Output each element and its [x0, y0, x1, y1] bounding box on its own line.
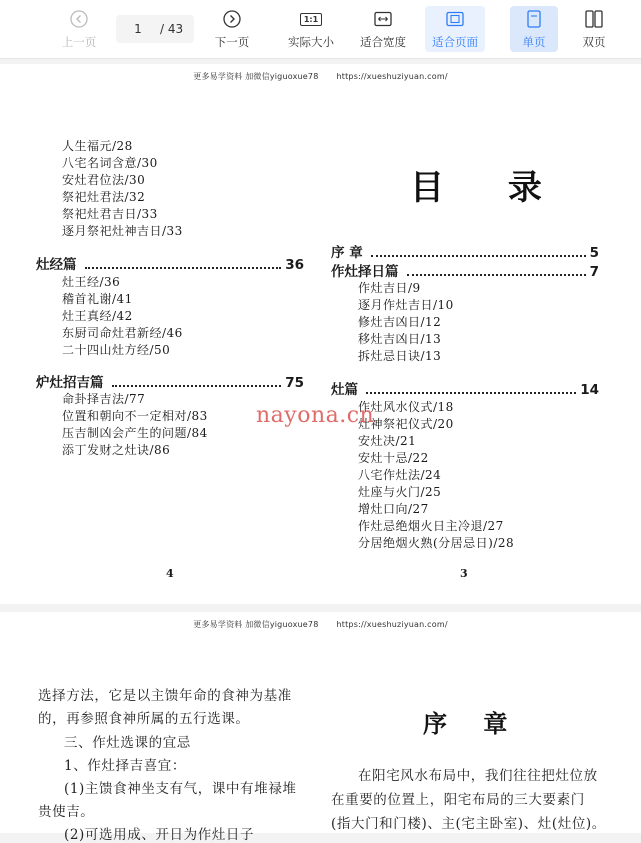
- text-line: (指大门和门楼)、主(宅主卧室)、灶(灶位)。: [331, 816, 606, 832]
- toc-item[interactable]: 位置和朝向不一定相对/83: [62, 409, 208, 423]
- single-page-icon: [527, 8, 541, 30]
- toc-item[interactable]: 增灶口向/27: [358, 502, 429, 516]
- toc-item[interactable]: 人生福元/28: [62, 139, 133, 153]
- fit-width-icon: [374, 8, 392, 30]
- fit-page-icon: [446, 8, 464, 30]
- fit-page-label: 适合页面: [432, 35, 478, 49]
- toc-item[interactable]: 二十四山灶方经/50: [62, 343, 171, 357]
- toc-item[interactable]: 分居绝烟火熟(分居忌日)/28: [358, 536, 515, 550]
- double-page-label: 双页: [582, 35, 606, 49]
- actual-size-icon: 1:1: [300, 8, 322, 30]
- prev-page-label: 上一页: [61, 35, 97, 49]
- toc-section[interactable]: 炉灶招吉篇 75: [36, 375, 304, 391]
- toc-item[interactable]: 命卦择吉法/77: [62, 392, 146, 406]
- text-line: 1、作灶择吉喜宜：: [64, 758, 186, 774]
- text-line: 在重要的位置上，阳宅布局的三大要素门: [331, 792, 585, 808]
- toc-item[interactable]: 灶王真经/42: [62, 309, 133, 323]
- toc-section[interactable]: 灶篇 14: [331, 382, 599, 398]
- next-page-label: 下一页: [214, 35, 250, 49]
- toc-item[interactable]: 安灶君位法/30: [62, 173, 146, 187]
- text-line: 在阳宅风水布局中，我们往往把灶位放: [358, 768, 598, 784]
- page-number: 3: [460, 567, 468, 580]
- next-page-button[interactable]: [209, 6, 255, 52]
- text-line: 三、作灶选课的宜忌: [64, 735, 191, 751]
- toc-item[interactable]: 作灶风水仪式/18: [358, 400, 454, 414]
- toc-item[interactable]: 修灶吉凶日/12: [358, 315, 442, 329]
- toc-title: 目 录: [410, 168, 568, 208]
- double-page-icon: [585, 8, 603, 30]
- toc-section[interactable]: 序 章 5: [331, 245, 599, 261]
- chevron-left-circle-icon: [70, 8, 88, 30]
- toc-item[interactable]: 八宅名词含意/30: [62, 156, 158, 170]
- toc-section[interactable]: 作灶择日篇 7: [331, 264, 599, 280]
- double-page-button[interactable]: [572, 6, 616, 52]
- fit-page-button[interactable]: [425, 6, 485, 52]
- single-page-button[interactable]: [510, 6, 558, 52]
- text-line: 贵使吉。: [38, 804, 95, 820]
- toc-item[interactable]: 压吉制凶会产生的问题/84: [62, 426, 208, 440]
- page-header: 更多易学资料 加微信yiguoxue78 https://xueshuziyuan.com/: [193, 72, 448, 81]
- viewer-toolbar: [0, 0, 641, 59]
- toc-item[interactable]: 作灶忌绝烟火日主冷退/27: [358, 519, 504, 533]
- toc-item[interactable]: 逐月祭祀灶神吉日/33: [62, 224, 183, 238]
- text-line: 选择方法，它是以主馈年命的食神为基准: [38, 688, 292, 704]
- text-line: (1)主馈食神坐支有气，课中有堆禄堆: [64, 781, 297, 797]
- chevron-right-circle-icon: [223, 8, 241, 30]
- toc-item[interactable]: 拆灶忌日诀/13: [358, 349, 442, 363]
- page-total: / 43: [160, 22, 184, 36]
- toc-item[interactable]: 祭祀灶君法/32: [62, 190, 146, 204]
- toc-item[interactable]: 移灶吉凶日/13: [358, 332, 442, 346]
- toc-item[interactable]: 灶王经/36: [62, 275, 121, 289]
- toc-item[interactable]: 安灶十忌/22: [358, 451, 429, 465]
- toc-item[interactable]: 作灶吉日/9: [358, 281, 421, 295]
- document-spread-1: [0, 64, 641, 604]
- fit-width-button[interactable]: [355, 6, 411, 52]
- toc-item[interactable]: 东厨司命灶君新经/46: [62, 326, 183, 340]
- actual-size-label: 实际大小: [288, 35, 334, 49]
- toc-item[interactable]: 祭祀灶君吉日/33: [62, 207, 158, 221]
- fit-width-label: 适合宽度: [360, 35, 406, 49]
- page-current-input[interactable]: 1: [134, 22, 142, 36]
- watermark-text: nayona.cn: [256, 403, 375, 428]
- toc-section[interactable]: 灶经篇 36: [36, 257, 304, 273]
- actual-size-button[interactable]: [283, 6, 339, 52]
- toc-item[interactable]: 安灶决/21: [358, 434, 417, 448]
- toc-item[interactable]: 添丁发财之灶诀/86: [62, 443, 171, 457]
- single-page-label: 单页: [522, 35, 546, 49]
- toc-item[interactable]: 逐月作灶吉日/10: [358, 298, 454, 312]
- toc-item[interactable]: 灶座与火门/25: [358, 485, 442, 499]
- page-number: 4: [166, 567, 174, 580]
- page-header: 更多易学资料 加微信yiguoxue78 https://xueshuziyuan.com/: [193, 620, 448, 629]
- text-line: (2)可选用成、开日为作灶日子: [64, 827, 255, 843]
- toc-item[interactable]: 稽首礼谢/41: [62, 292, 133, 306]
- prev-page-button[interactable]: [56, 6, 102, 52]
- chapter-title: 序 章: [423, 709, 522, 738]
- page-indicator[interactable]: [116, 15, 194, 43]
- document-spread-2: [0, 612, 641, 843]
- toc-item[interactable]: 八宅作灶法/24: [358, 468, 442, 482]
- text-line: 的，再参照食神所属的五行选课。: [38, 711, 250, 727]
- toc-item[interactable]: 灶神祭祀仪式/20: [358, 417, 454, 431]
